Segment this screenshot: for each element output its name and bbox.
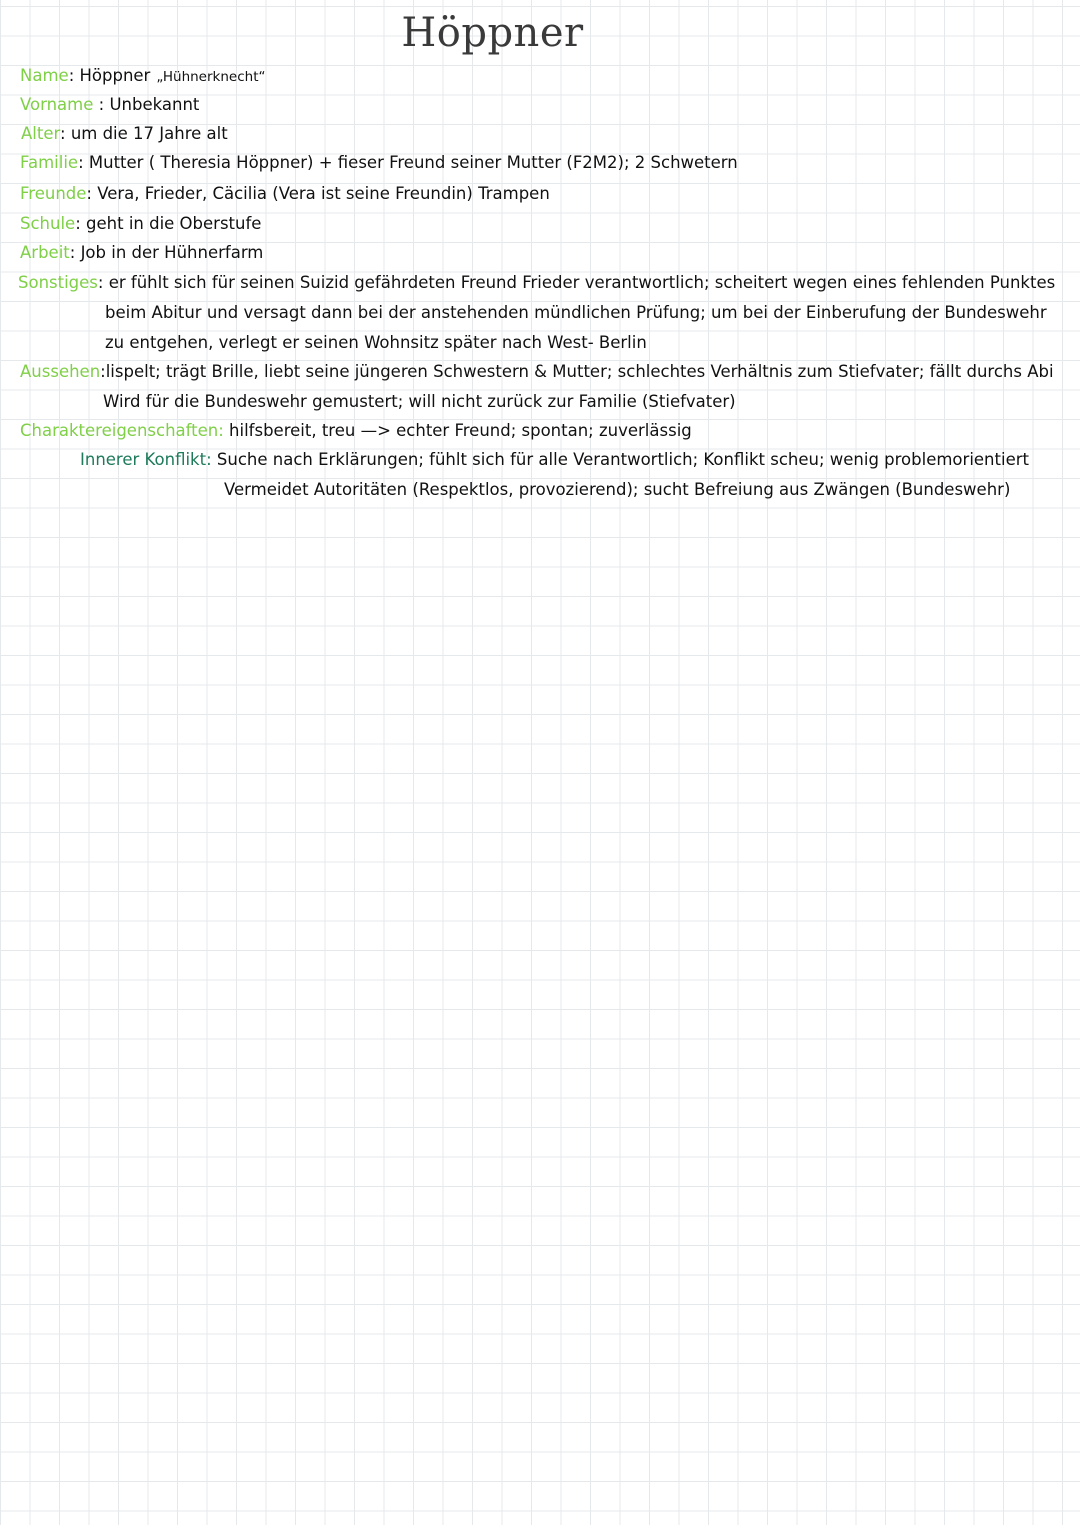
konflikt-line-1: Suche nach Erklärungen; fühlt sich für alle Verantwortlich; Konflikt scheu; wenig problemorientiert [216, 450, 1029, 469]
konflikt-row: Innerer Konflikt: Suche nach Erklärungen; fühlt sich für alle Verantwortlich; Konflikt scheu; wenig problemorientiert [80, 450, 1029, 469]
arbeit-label: Arbeit [20, 243, 70, 262]
name-label: Name [20, 66, 69, 85]
charakter-label: Charaktereigenschaften [20, 421, 219, 440]
alter-label: Alter [21, 124, 60, 143]
schule-label: Schule [20, 214, 76, 233]
schule-row: Schule: geht in die Oberstufe [20, 214, 262, 233]
freunde-label: Freunde [20, 184, 87, 203]
konflikt-label: Innerer Konflikt [80, 450, 207, 469]
nickname: „Hühnerknecht“ [156, 69, 266, 85]
arbeit-value: Job in der Hühnerfarm [80, 243, 264, 262]
charakter-value: hilfsbereit, treu —> echter Freund; spontan; zuverlässig [229, 421, 692, 440]
freunde-row: Freunde: Vera, Frieder, Cäcilia (Vera ist seine Freundin) Trampen [20, 184, 550, 203]
alter-row: Alter: um die 17 Jahre alt [21, 124, 228, 143]
familie-label: Familie [20, 153, 79, 172]
sonstiges-line-1: er fühlt sich für seinen Suizid gefährdeten Freund Frieder verantwortlich; scheitert wegen eines fehlenden Punktes [108, 273, 1056, 292]
sonstiges-line-2: beim Abitur und versagt dann bei der anstehenden mündlichen Prüfung; um bei der Einberufung der Bundeswehr [105, 303, 1047, 322]
freunde-value: Vera, Frieder, Cäcilia (Vera ist seine Freundin) Trampen [97, 184, 550, 203]
vorname-label: Vorname [20, 95, 94, 114]
sonstiges-label: Sonstiges [18, 273, 98, 292]
page-title: Höppner [401, 10, 584, 56]
sonstiges-line-3: zu entgehen, verlegt er seinen Wohnsitz später nach West- Berlin [105, 333, 647, 352]
familie-row: Familie: Mutter ( Theresia Höppner) + fieser Freund seiner Mutter (F2M2); 2 Schwetern [20, 153, 738, 172]
arbeit-row: Arbeit: Job in der Hühnerfarm [20, 243, 264, 262]
vorname-value: Unbekannt [109, 95, 200, 114]
aussehen-row: Aussehen:lispelt; trägt Brille, liebt seine jüngeren Schwestern & Mutter; schlechtes Verhältnis zum Stiefvater; fällt durchs Abi [20, 362, 1054, 381]
schule-value: geht in die Oberstufe [86, 214, 262, 233]
aussehen-label: Aussehen [20, 362, 101, 381]
vorname-row: Vorname : Unbekannt [20, 95, 200, 114]
charakter-row: Charaktereigenschaften: hilfsbereit, treu —> echter Freund; spontan; zuverlässig [20, 421, 692, 440]
aussehen-line-1: lispelt; trägt Brille, liebt seine jüngeren Schwestern & Mutter; schlechtes Verhältnis zum Stiefvater; fällt durchs Abi [105, 362, 1054, 381]
aussehen-line-2: Wird für die Bundeswehr gemustert; will nicht zurück zur Familie (Stiefvater) [103, 392, 736, 411]
familie-value: Mutter ( Theresia Höppner) + fieser Freund seiner Mutter (F2M2); 2 Schwetern [88, 153, 738, 172]
konflikt-line-2: Vermeidet Autoritäten (Respektlos, provozierend); sucht Befreiung aus Zwängen (Bundeswehr) [224, 480, 1011, 499]
alter-value: um die 17 Jahre alt [70, 124, 228, 143]
name-value: Höppner [79, 66, 151, 85]
sonstiges-row: Sonstiges: er fühlt sich für seinen Suizid gefährdeten Freund Frieder verantwortlich; scheitert wegen eines fehlenden Punktes [18, 273, 1056, 292]
name-row: Name: Höppner „Hühnerknecht“ [20, 66, 266, 85]
